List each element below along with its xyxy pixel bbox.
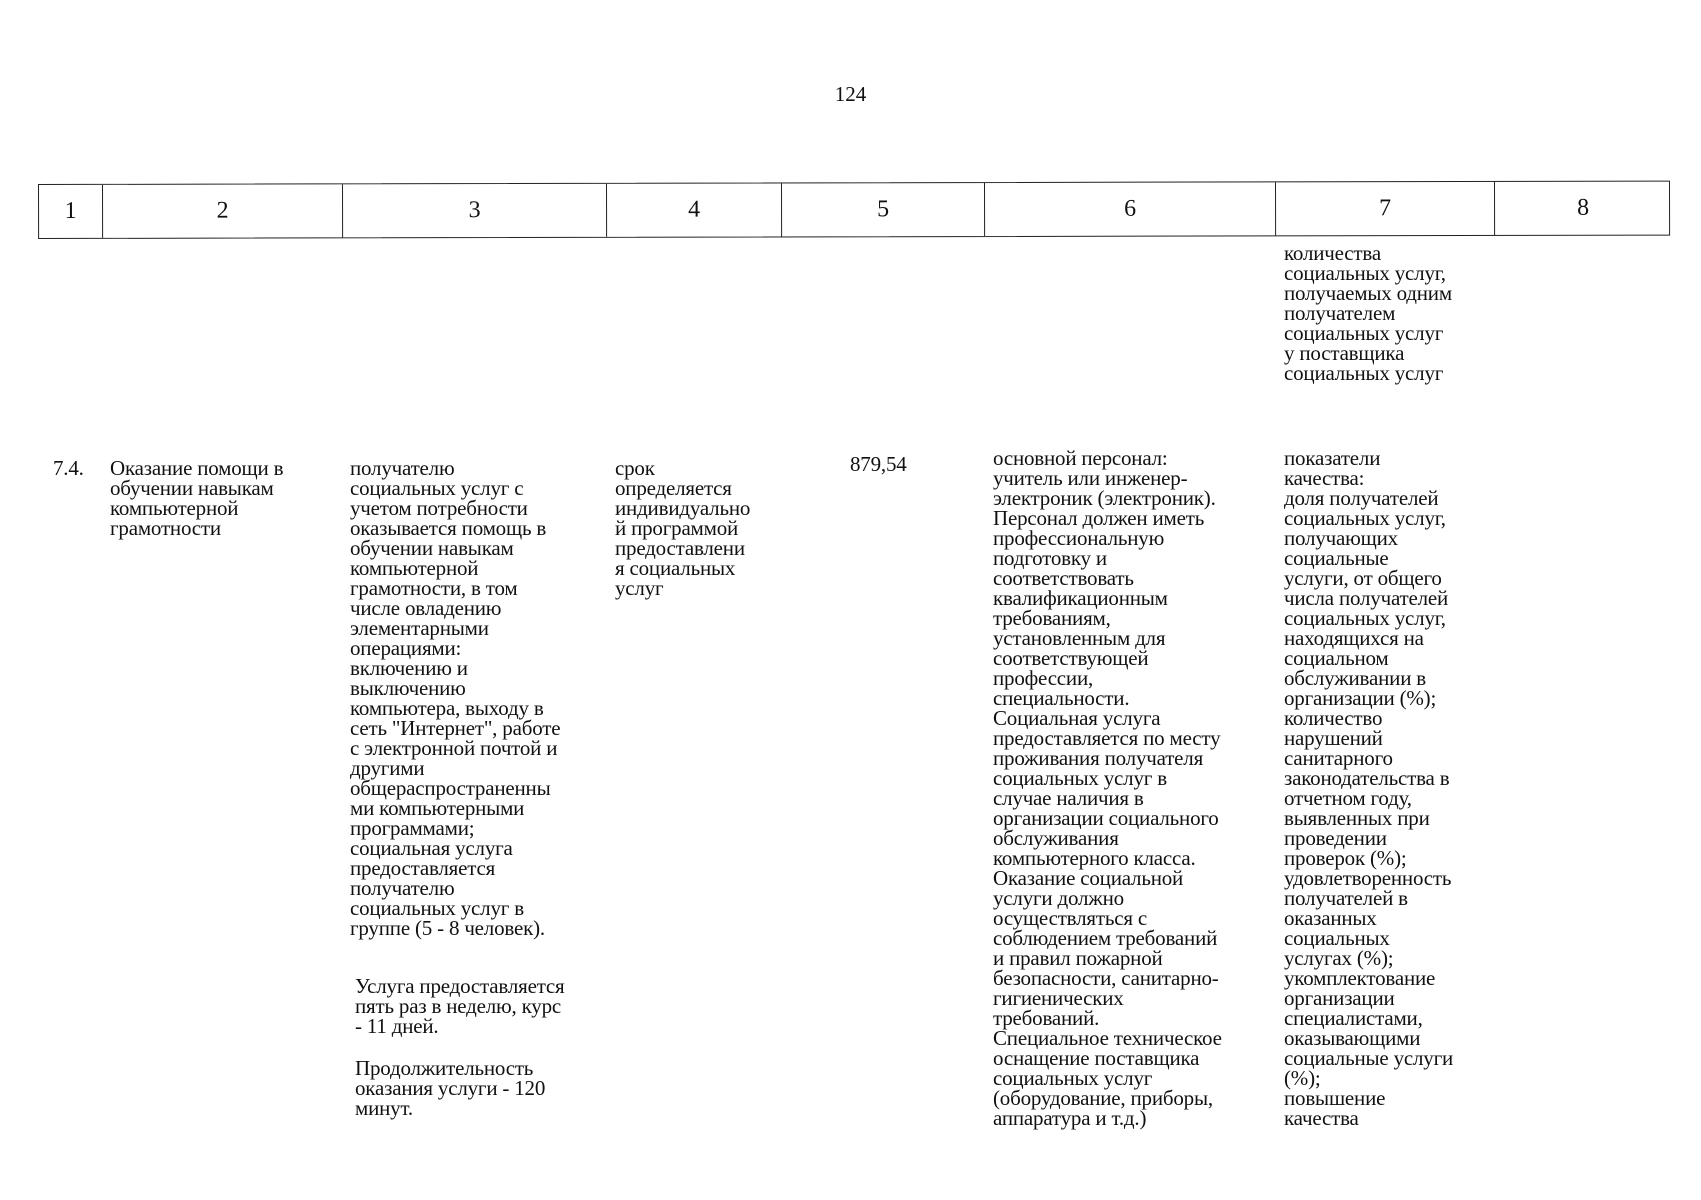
quality-indicators: показатели качества: доля получателей социальных услуг, получающих социальные услуги, от общего числа получателей социальных услуг, находящихся на социальном обслуживании в организации (%); количество нарушений санитарного законодательства в отчетном году, выявленных при проведении проверок (%); удовлетворенность получателей в оказанных социальных услугах (%); укомплектование организации специалистами, оказывающими социальные услуги (%); повышение качества — [1284, 446, 1454, 1130]
column-header-6: 6 — [984, 182, 1275, 236]
service-price: 879,54 — [850, 452, 907, 476]
service-frequency: Услуга предоставляется пять раз в неделю, курс - 11 дней. — [355, 974, 565, 1038]
row-number: 7.4. — [53, 456, 84, 480]
column-header-3: 3 — [342, 184, 606, 238]
column-header-2: 2 — [102, 184, 342, 238]
column-header-5: 5 — [781, 183, 984, 236]
table-header-row — [38, 181, 1670, 239]
carry-over-quality-text: количества социальных услуг, получаемых одним получателем социальных услуг у поставщика социальных услуг — [1284, 241, 1452, 385]
column-header-4: 4 — [606, 183, 781, 236]
service-duration: Продолжительность оказания услуги - 120 минут. — [355, 1056, 546, 1120]
service-name: Оказание помощи в обучении навыкам компьютерной грамотности — [110, 456, 284, 540]
column-header-1: 1 — [64, 197, 77, 224]
column-header-8: 8 — [1494, 182, 1671, 235]
service-term: срок определяется индивидуально й программой предоставлени я социальных услуг — [615, 456, 751, 600]
column-header-7: 7 — [1275, 182, 1494, 235]
page-number: 124 — [834, 82, 867, 106]
service-description: получателю социальных услуг с учетом потребности оказывается помощь в обучении навыкам компьютерной грамотности, в том числе овладению элементарными операциями: включению и выключению компьютера, выходу в сеть "Интернет", работе с электронной почтой и другими общераспространенны ми компьютерными программами; социальная услуга предоставляется получателю социальных услуг в группе (5 - 8 человек). — [350, 456, 561, 940]
service-conditions: основной персонал: учитель или инженер- электроник (электроник). Персонал должен иметь профессиональную подготовку и соответствовать квалификационным требованиям, установленным для соответствующей профессии, специальности. Социальная услуга предоставляется по месту проживания получателя социальных услуг в случае наличия в организации социального обслуживания компьютерного класса. Оказание социальной услуги должно осуществляться с соблюдением требований и правил пожарной безопасности, санитарно- гигиенических требований. Специальное техническое оснащение поставщика социальных услуг (оборудование, приборы, аппаратура и т.д.) — [993, 446, 1222, 1130]
